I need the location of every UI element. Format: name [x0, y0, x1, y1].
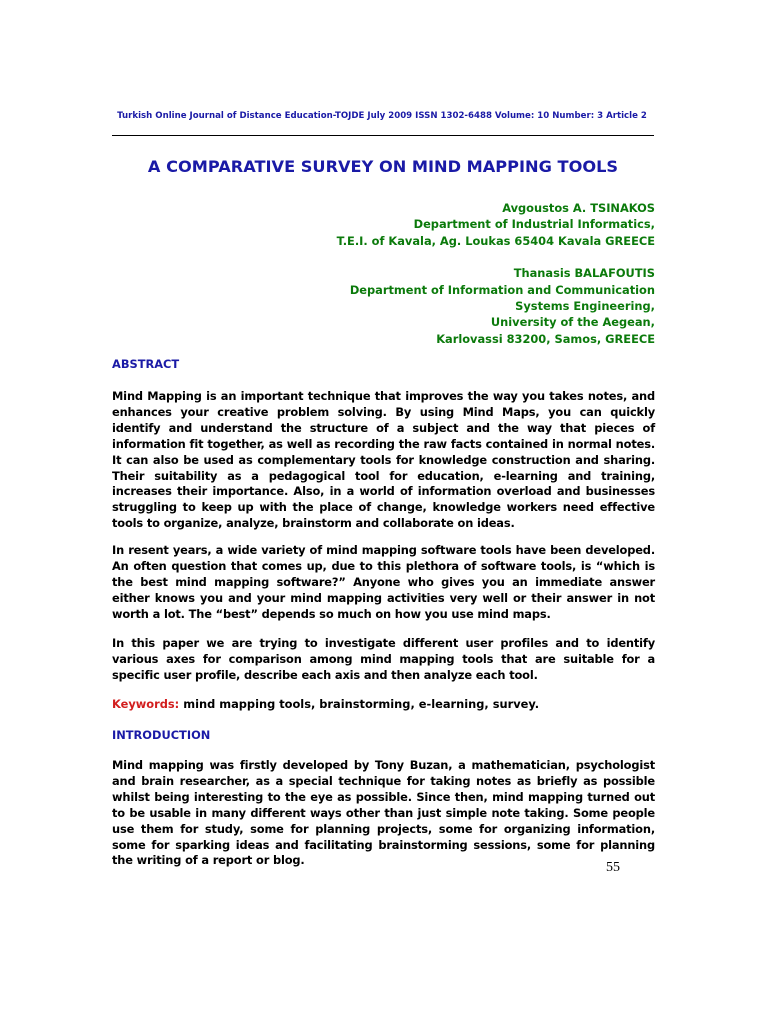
paper-title: A COMPARATIVE SURVEY ON MIND MAPPING TOOLS: [147, 157, 619, 176]
author-1-name: Avgoustos A. TSINAKOS: [502, 201, 655, 215]
keywords-line: [112, 697, 655, 711]
abstract-heading: ABSTRACT: [112, 357, 180, 371]
author-block: [300, 200, 655, 347]
author-1-department: Department of Industrial Informatics,: [413, 217, 655, 232]
author-2-address: Karlovassi 83200, Samos, GREECE: [436, 331, 655, 346]
abstract-paragraph-3: In this paper we are trying to investigate different user profiles and to identify various axes for comparison among mind mapping tools that are suitable for a specific user profile, describe each axis and then analyze each tool.: [112, 636, 655, 682]
keywords-text: mind mapping tools, brainstorming, e-learning, survey.: [179, 697, 540, 711]
author-1-address: T.E.I. of Kavala, Ag. Loukas 65404 Kavala GREECE: [336, 233, 655, 248]
author-2-university: University of the Aegean,: [490, 315, 655, 330]
abstract-paragraph-1: Mind Mapping is an important technique that improves the way you takes notes, and enhances your creative problem solving. By using Mind Maps, you can quickly identify and understand the structure of a subject and the way that pieces of information fit together, as well as recording the raw facts contained in normal notes. It can also be used as complementary tools for knowledge construction and sharing. Their suitability as a pedagogical tool for education, e-learning and training, increases their importance. Also, in a world of information overload and businesses struggling to keep up with the place of change, knowledge workers need effective tools to organize, analyze, brainstorm and collaborate on ideas.: [112, 389, 655, 531]
introduction-paragraph: Mind mapping was firstly developed by Tony Buzan, a mathematician, psychologist and brain researcher, as a special technique for taking notes as briefly as possible whilst being interesting to the eye as possible. Since then, mind mapping turned out to be usable in many different ways other than just simple note taking. Some people use them for study, some for planning projects, some for organizing information, some for sparking ideas and facilitating brainstorming sessions, some for planning the writing of a report or blog.: [112, 758, 655, 868]
journal-header: Turkish Online Journal of Distance Education-TOJDE July 2009 ISSN 1302-6488 Volume: 10 Number: 3 Article 2: [117, 111, 647, 121]
author-2-name: Thanasis BALAFOUTIS: [513, 266, 655, 281]
header-rule: [112, 135, 654, 136]
author-2-department-cont: Systems Engineering,: [515, 299, 655, 314]
page-number: 55: [606, 860, 620, 875]
keywords-label: Keywords:: [112, 697, 180, 711]
abstract-paragraph-2: In resent years, a wide variety of mind mapping software tools have been developed. An often question that comes up, due to this plethora of software tools, is “which is the best mind mapping software?” Anyone who gives you an immediate answer either knows you and your mind mapping activities very well or their answer in not worth a lot. The “best” depends so much on how you use mind maps.: [112, 543, 655, 621]
author-2-department: Department of Information and Communication: [349, 282, 655, 297]
introduction-heading: INTRODUCTION: [112, 728, 211, 742]
